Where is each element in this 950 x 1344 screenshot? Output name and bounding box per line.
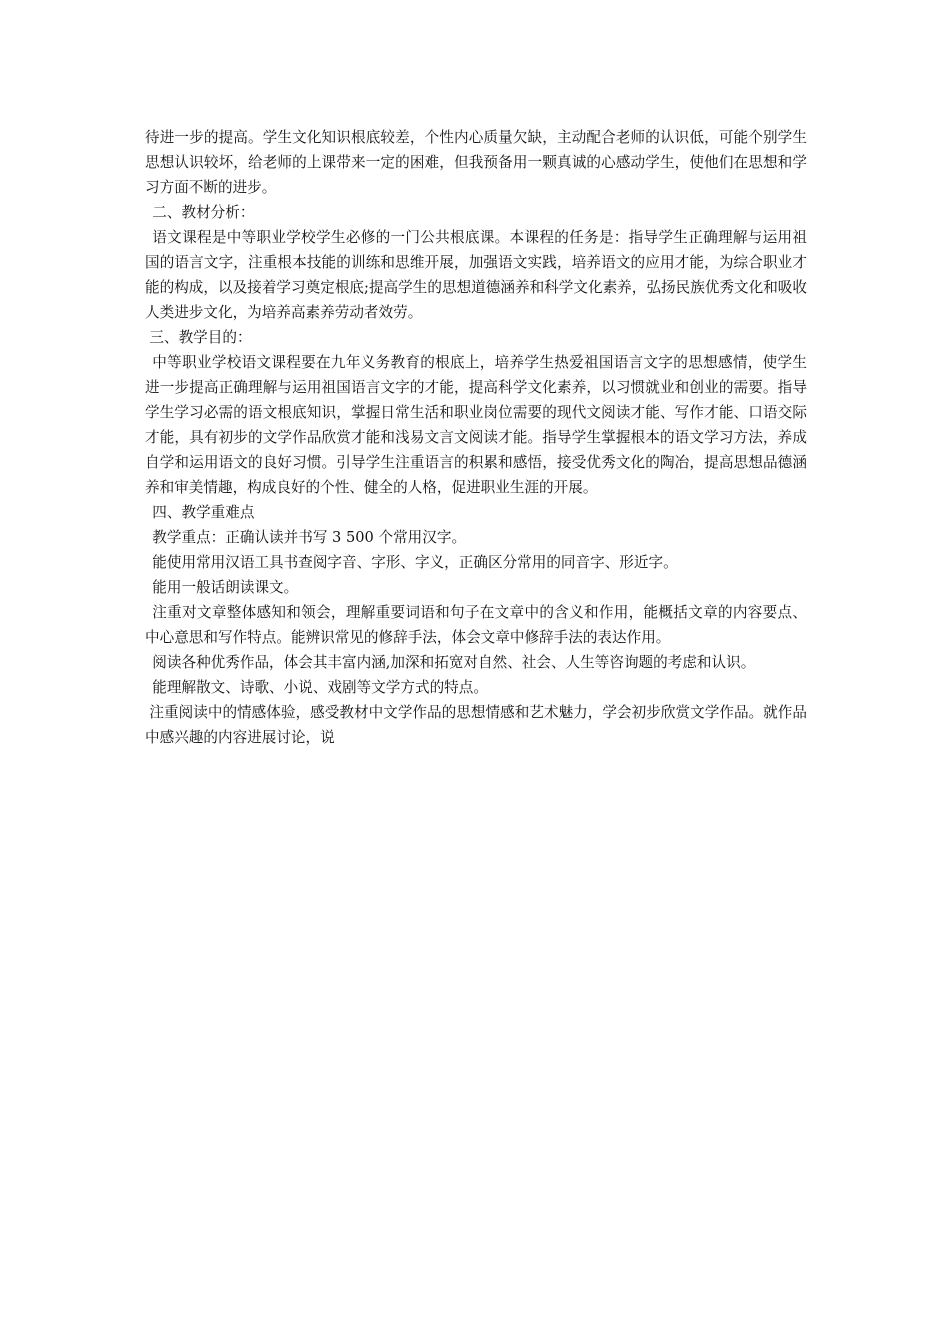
heading-key-points: 四、教学重难点 xyxy=(152,504,255,521)
paragraph-key-point-2: 能使用常用汉语工具书查阅字音、字形、字义，正确区分常用的同音字、形近字。 xyxy=(152,554,678,571)
paragraph-key-point-4: 注重对文章整体感知和领会，理解重要词语和句子在文章中的含义和作用，能概括文章的内容要点、中心意思和写作特点。能辨识常见的修辞手法，体会文章中修辞手法的表达作用。 xyxy=(145,604,807,646)
paragraph-teaching-goals: 中等职业学校语文课程要在九年义务教育的根底上，培养学生热爱祖国语言文字的思想感情，使学生进一步提高正确理解与运用祖国语言文字的才能，提高科学文化素养，以习惯就业和创业的需要。指导学生学习必需的语文根底知识，掌握日常生活和职业岗位需要的现代文阅读才能、写作才能、口语交际才能，具有初步的文学作品欣赏才能和浅易文言文阅读才能。指导学生掌握根本的语文学习方法，养成自学和运用语文的良好习惯。引导学生注重语言的积累和感悟，接受优秀文化的陶冶，提高思想品德涵养和审美情趣，构成良好的个性、健全的人格，促进职业生涯的开展。 xyxy=(145,354,807,496)
paragraph-student-situation: 待进一步的提高。学生文化知识根底较差，个性内心质量欠缺，主动配合老师的认识低，可能个别学生思想认识较坏，给老师的上课带来一定的困难，但我预备用一颗真诚的心感动学生，使他们在思想和学习方面不断的进步。 xyxy=(145,129,807,196)
paragraph-textbook-analysis: 语文课程是中等职业学校学生必修的一门公共根底课。本课程的任务是：指导学生正确理解与运用祖国的语言文字，注重根本技能的训练和思维开展，加强语文实践，培养语文的应用才能，为综合职业才能的构成，以及接着学习奠定根底;提高学生的思想道德涵养和科学文化素养，弘扬民族优秀文化和吸收人类进步文化，为培养高素养劳动者效劳。 xyxy=(145,229,807,321)
heading-textbook-analysis: 二、教材分析： xyxy=(152,204,255,221)
paragraph-key-point-3: 能用一般话朗读课文。 xyxy=(152,579,299,596)
paragraph-key-point-5: 阅读各种优秀作品，体会其丰富内涵,加深和拓宽对自然、社会、人生等咨询题的考虑和认识。 xyxy=(152,654,756,671)
document-page xyxy=(145,125,807,750)
paragraph-key-point-1: 教学重点：正确认读并书写 3 500 个常用汉字。 xyxy=(152,529,467,546)
paragraph-key-point-6: 能理解散文、诗歌、小说、戏剧等文学方式的特点。 xyxy=(152,679,488,696)
paragraph-key-point-7: 注重阅读中的情感体验，感受教材中文学作品的思想情感和艺术魅力，学会初步欣赏文学作品。就作品中感兴趣的内容进展讨论，说 xyxy=(145,704,807,746)
heading-teaching-goals: 三、教学目的： xyxy=(149,329,252,346)
